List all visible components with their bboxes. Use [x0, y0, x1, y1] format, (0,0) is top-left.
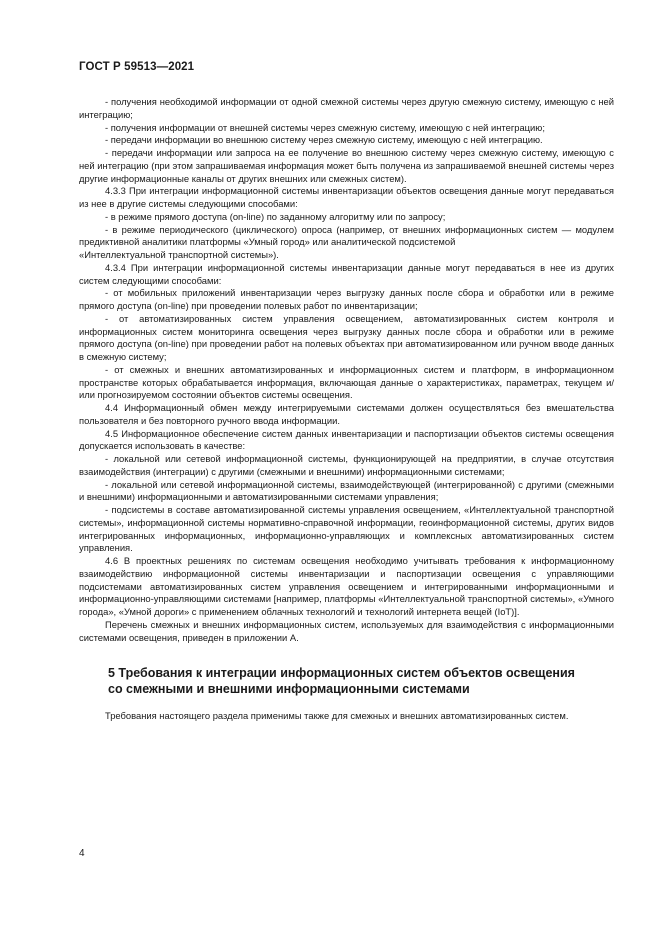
paragraph: 4.4 Информационный обмен между интегрируемыми системами должен осуществляться без вмешательства пользователя и без повторного ручного ввода информации.	[79, 402, 614, 426]
paragraph: 4.6 В проектных решениях по системам освещения необходимо учитывать требования к информационному взаимодействию информационной системы инвентаризации и паспортизации освещения с управляющими подсистемами автоматизированных систем управления освещением и интегрированными информационными и информационно-управляющими системами [например, платформы «Интеллектуальной транспортной системы», «Умного города», «Умной дороги» с применением облачных технологий и технологий интернета вещей (IoT)].	[79, 555, 614, 617]
section-heading-line-2: со смежными и внешними информационными системами	[108, 682, 470, 697]
paragraph: 4.5 Информационное обеспечение систем данных инвентаризации и паспортизации объектов системы освещения допускается использовать в качестве:	[79, 427, 614, 452]
paragraph: «Интеллектуальной транспортной системы»).	[79, 249, 279, 260]
paragraph: - подсистемы в составе автоматизированной системы управления освещением, «Интеллектуальной транспортной системы», информационной системы нормативно-справочной информации, геоинформационной системы, других видов интегрированных информационных, информационно-управляющих и комплексных автоматизированных систем управления.	[79, 504, 614, 554]
page-number: 4	[79, 848, 85, 859]
paragraph: Перечень смежных и внешних информационных систем, используемых для взаимодействия с информационными системами освещения, приведен в приложении А.	[79, 618, 614, 643]
paragraph: - от автоматизированных систем управления освещением, автоматизированных систем контроля и информационных систем мониторинга освещения через выгрузку данных после сбора и обработки или в режиме прямого доступа (on-line) при проведении работ на полевых объектах при автоматизированном или ручном вводе данных в смежную систему;	[79, 312, 614, 362]
paragraph: 4.3.3 При интеграции информационной системы инвентаризации объектов освещения данные могут передаваться из нее в другие системы следующими способами:	[79, 185, 614, 209]
paragraph: - получения необходимой информации от одной смежной системы через другую смежную систему, имеющую с ней интеграцию;	[79, 96, 614, 120]
paragraph: - от смежных и внешних автоматизированных и информационных систем и платформ, в информационном пространстве которых обрабатывается информация, включающая данные о характеристиках, параметрах, текущем и/или прогнозируемом состоянии объектов системы освещения.	[79, 363, 614, 401]
paragraph: - локальной или сетевой информационной системы, функционирующей на предприятии, в случае отсутствия взаимодействия (интеграции) с другими (смежными и внешними) информационными системами;	[79, 453, 614, 477]
section-body: Требования настоящего раздела применимы также для смежных и внешних автоматизированных систем.	[105, 710, 569, 722]
section-heading	[79, 665, 614, 697]
paragraph: - передачи информации или запроса на ее получение во внешнюю систему через смежную систему, имеющую с ней интеграцию (при этом запрашиваемая информация может быть получена из запрашиваемой внешней системы через другие информационные каналы от других внешних или смежных систем).	[79, 147, 614, 184]
section-heading-line-1: 5 Требования к интеграции информационных систем объектов освещения	[108, 666, 575, 681]
document-body	[79, 96, 614, 723]
paragraph: - в режиме прямого доступа (on-line) по заданному алгоритму или по запросу;	[105, 210, 446, 222]
paragraph: - локальной или сетевой информационной системы, взаимодействующей (интегрированной) с другими (смежными и внешними) информационными и автоматизированными системами управления;	[79, 478, 614, 503]
paragraph: 4.3.4 При интеграции информационной системы инвентаризации данные могут передаваться в нее из других систем следующими способами:	[79, 261, 614, 286]
paragraph: - получения информации от внешней системы через смежную систему, имеющую с ней интеграцию;	[105, 121, 545, 133]
document-header: ГОСТ Р 59513—2021	[79, 61, 195, 73]
paragraph: - от мобильных приложений инвентаризации через выгрузку данных после сбора и обработки или в режиме прямого доступа (on-line) при проведении полевых работ по инвентаризации;	[79, 287, 614, 311]
paragraph: - передачи информации во внешнюю систему через смежную систему, имеющую с ней интеграцию.	[105, 134, 543, 146]
paragraph: - в режиме периодического (циклического) опроса (например, от внешних информационных систем — модулем предиктивной аналитики платформы «Умный город» или аналитической подсистемой	[79, 223, 614, 248]
